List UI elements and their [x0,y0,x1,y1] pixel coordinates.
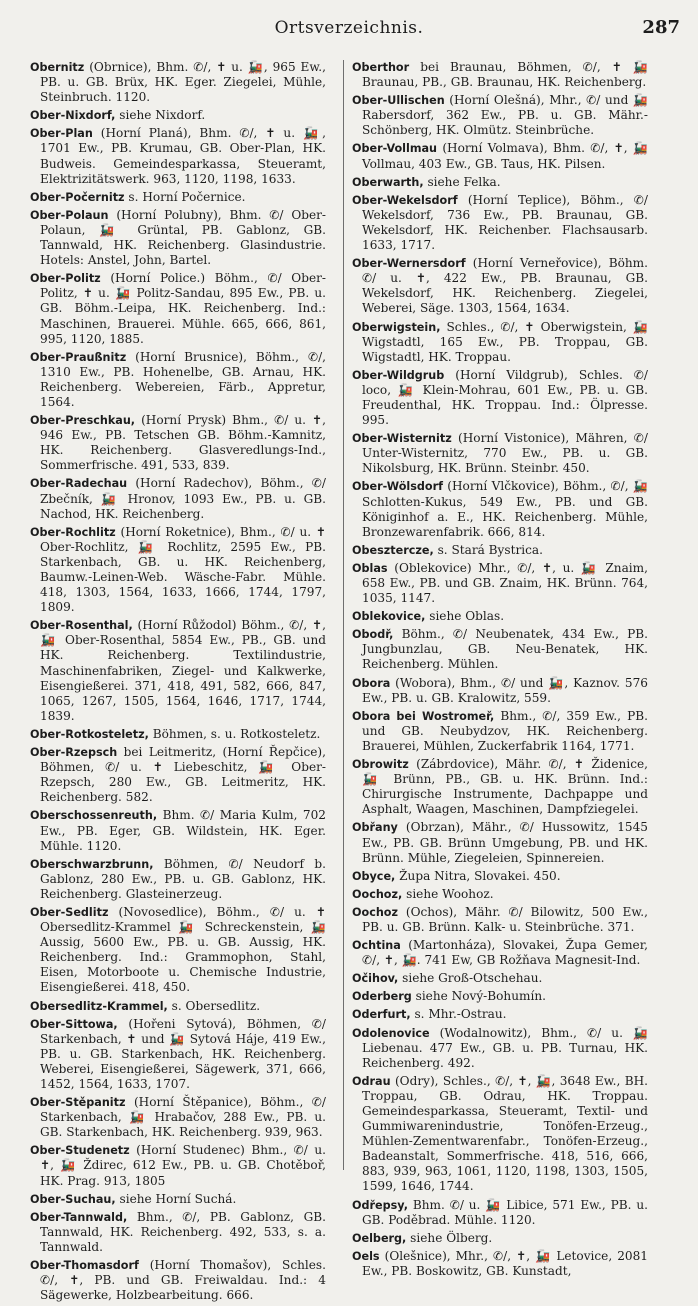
entry-text: (Horní Verneřovice), Böhm. ✆/ u. ✝, 422 Ew., PB. Braunau, GB. Wekelsdorf, HK. Reichenberg. Ziegelei, Weberei, Säge. 1303, 1564, 1634. [362,256,648,316]
entry-headword: Obora bei Wostromeř, [352,709,495,723]
entry-headword: Ober-Vollmau [352,142,438,156]
entry-headword: Obernitz [30,61,85,74]
entry-headword: Oderfurt, [352,1008,411,1022]
entry-headword: Obrowitz [352,758,409,772]
entry-headword: Obyce, [352,869,396,883]
gazetteer-entry [30,271,326,346]
entry-headword: Oochoz, [352,887,403,901]
entry-text: (Horní Police.) Böhm., ✆/ Ober-Politz, ✝ u. 🚂 Politz-Sandau, 895 Ew., PB. u. GB. Böhm.-Leipa, HK. Reichenberg. Ind.: Maschinen, Brauerei. Mühle. 665, 666, 861, 995, 1120, 1885. [40,271,326,346]
gazetteer-entry [30,126,326,186]
entry-text: s. Obersedlitz. [171,998,261,1013]
entry-text: Bhm. ✆/ Maria Kulm, 702 Ew., PB. Eger, GB. Wildstein, HK. Eger. Mühle. 1120. [40,808,326,853]
entry-text: (Olešnice), Mhr., ✆/, ✝, 🚂 Letovice, 2081 Ew., PB. Boskowitz, GB. Kunstadt, [362,1248,648,1278]
entry-headword: Oberschossenreuth, [30,809,158,823]
gazetteer-entry [352,193,648,253]
entry-headword: Ober-Studenetz [30,1144,130,1158]
gazetteer-entry [352,905,648,935]
gazetteer-entry [30,108,326,123]
entry-headword: Ober-Sittowa, [30,1017,118,1031]
entry-text: (Odry), Schles., ✆/, ✝, 🚂, 3648 Ew., BH. Troppau, GB. Odrau, HK. Troppau. Gemeindesparkassa, Steueramt, Textil- und Gummiwarenindustrie, Tonöfen-Erzeug., Mühlen-Zementwarenfabr., Tonöfen-Erzeug., Badeanstalt, Sommerfrische. 418, 516, 666, 883, 939, 963, 1061, 1120, 1198, 1303, 1505, 1599, 1646, 1744. [362,1073,648,1194]
entry-text: (Obrzan), Mähr., ✆/ Hussowitz, 1545 Ew., PB. GB. Brünn Umgebung, PB. und HK. Brünn. Mühle, Ziegeleien, Spinnereien. [362,820,648,865]
left-column [30,60,326,1306]
gazetteer-entry [30,1143,326,1188]
gazetteer-entry [30,208,326,268]
gazetteer-entry [352,627,648,672]
entry-text: (Horní Vlčkovice), Böhm., ✆/, 🚂 Schlotten-Kukus, 549 Ew., PB. und GB. Königinhof a. E., HK. Reichenberg. Mühle, Bronzewarenfabrik. 666, 814. [362,479,648,539]
entry-text: bei Leitmeritz, (Horní Řepčice), Böhmen, ✆/ u. ✝ Liebeschitz, 🚂 Ober-Rzepsch, 280 Ew., GB. Leitmeritz, HK. Reichenberg. 582. [40,745,326,805]
entry-text: siehe Groß-Otschehau. [402,971,543,986]
gazetteer-entry [30,190,326,205]
entry-headword: Ober-Rzepsch [30,746,118,760]
entry-headword: Ober-Rosenthal, [30,619,133,633]
entry-text: Böhmen, ✆/ Neudorf b. Gablonz, 280 Ew., PB. u. GB. Gablonz, HK. Reichenberg. Glasteinerzeug. [40,856,326,901]
gazetteer-entry [352,609,648,624]
page-header [0,14,698,44]
entry-headword: Obodř, [352,628,394,642]
entry-text: (Horní Vildgrub), Schles. ✆/ loco, 🚂 Klein-Mohrau, 601 Ew., PB. u. GB. Freudenthal, HK. Troppau. Ind.: Ölpresse. 995. [362,367,648,428]
entry-headword: Ober-Praußnitz [30,350,127,364]
gazetteer-entry [30,1017,326,1092]
entry-text: (Horní Štěpanice), Böhm., ✆/ Starkenbach, 🚂 Hrabačov, 288 Ew., PB. u. GB. Starkenbach, HK. Reichenberg. 939, 963. [40,1095,326,1140]
entry-text: (Wodalnowitz), Bhm., ✆/ u. 🚂 Liebenau. 477 Ew., GB. u. PB. Turnau, HK. Reichenberg. 492. [362,1025,648,1070]
entry-text: s. Horní Počernice. [128,189,246,204]
gazetteer-entry [352,543,648,558]
right-column [352,60,648,1282]
entry-headword: Oberschwarzbrunn, [30,857,154,871]
running-title: Ortsverzeichnis. [274,18,424,38]
entry-text: siehe Woohoz. [406,886,494,901]
entry-text: Böhm., ✆/ Neubenatek, 434 Ew., PB. Jungbunzlau, GB. Neu-Benatek, HK. Reichenberg. Mühlen. [362,627,648,672]
entry-headword: Ober-Preschkau, [30,414,136,428]
entry-headword: Ober-Thomasdorf [30,1259,139,1273]
entry-headword: Oelberg, [352,1231,407,1245]
entry-text: siehe Nový-Bohumín. [415,989,546,1004]
gazetteer-entry [30,60,326,105]
entry-headword: Oberwigstein, [352,320,441,334]
entry-text: Böhmen, s. u. Rotkosteletz. [152,726,321,741]
entry-headword: Oderberg [352,990,412,1004]
gazetteer-entry [30,857,326,902]
entry-text: siehe Oblas. [429,609,505,624]
entry-headword: Obersedlitz-Krammel, [30,999,168,1013]
gazetteer-entry [352,676,648,706]
gazetteer-entry [352,1007,648,1022]
gazetteer-entry [352,989,648,1004]
entry-text: (Horní Polubny), Bhm. ✆/ Ober-Polaun, 🚂 Grüntal, PB. Gablonz, GB. Tannwald, HK. Reichenberg. Glasindustrie. Hotels: Anstel, John, Bartel. [40,207,326,268]
gazetteer-entry [352,368,648,428]
gazetteer-entry [30,525,326,616]
entry-text: (Horní Volmava), Bhm. ✆/, ✝, 🚂 Vollmau, 403 Ew., GB. Taus, HK. Pilsen. [362,141,648,171]
gazetteer-entry [352,1249,648,1279]
entry-text: bei Braunau, Böhmen, ✆/, ✝ 🚂 Braunau, PB., GB. Braunau, HK. Reichenberg. [362,60,648,90]
gazetteer-entry [352,93,648,138]
entry-headword: Ober-Wölsdorf [352,480,443,494]
entry-text: (Zábrdovice), Mähr. ✆/, ✝ Židenice, 🚂 Brünn, PB., GB. u. HK. Brünn. Ind.: Chirurgische Instrumente, Dachpappe und Asphalt, Waagen, Maschinen, Dampfziegelei. [362,757,648,817]
entry-headword: Oblekovice, [352,610,426,624]
gazetteer-entry [30,413,326,473]
entry-headword: Ober-Ullischen [352,94,445,108]
entry-headword: Ober-Radechau [30,477,128,491]
entry-headword: Ober-Wekelsdorf [352,193,458,207]
entry-headword: Ober-Tannwald, [30,1210,128,1224]
gazetteer-entry [30,999,326,1014]
entry-headword: Odřepsy, [352,1198,408,1212]
gazetteer-entry [30,727,326,742]
gazetteer-entry [352,971,648,986]
entry-text: Bhm. ✆/ u. 🚂 Libice, 571 Ew., PB. u. GB. Poděbrad. Mühle. 1120. [362,1197,648,1227]
gazetteer-entry [30,808,326,853]
entry-text: Župa Nitra, Slovakei. 450. [399,868,561,883]
gazetteer-entry [352,60,648,90]
entry-text: (Horní Studenec) Bhm., ✆/ u. ✝, 🚂 Ždirec, 612 Ew., PB. u. GB. Chotěboř, HK. Prag. 913, 1805 [40,1143,326,1188]
entry-text: (Novosedlice), Böhm., ✆/ u. ✝ Obersedlitz-Krammel 🚂 Schreckenstein, 🚂 Aussig, 5600 Ew., PB. u. GB. Aussig, HK. Reichenberg. Ind.: Grammophon, Stahl, Eisen, Motorboote u. Chemische Industrie, Eisengießerei. 418, 450. [40,904,326,995]
entry-headword: Ober-Plan [30,127,93,141]
entry-text: siehe Ölberg. [410,1230,493,1245]
entry-text: (Obrnice), Bhm. ✆/, ✝ u. 🚂, 965 Ew., PB. u. GB. Brüx, HK. Eger. Ziegelei, Mühle, Steinbruch. 1120. [40,60,326,105]
entry-headword: Ober-Wernersdorf [352,257,466,271]
gazetteer-entry [30,350,326,410]
entry-text: (Martonháza), Slovakei, Župa Gemer, ✆/, ✝, 🚂. 741 Ew, GB Rožňava Magnesit-Ind. [362,938,648,968]
gazetteer-entry [30,1210,326,1255]
gazetteer-entry [352,1074,648,1195]
gazetteer-entry [352,431,648,476]
entry-text: Bhm., ✆/, PB. Gablonz, GB. Tannwald, HK. Reichenberg. 492, 533, s. a. Tannwald. [40,1209,326,1254]
entry-headword: Oblas [352,561,388,575]
entry-text: (Horní Radechov), Böhm., ✆/ Zbečník, 🚂 Hronov, 1093 Ew., PB. u. GB. Nachod, HK. Reichenberg. [40,476,326,521]
entry-text: (Hořeni Sytová), Böhmen, ✆/ Starkenbach, ✝ und 🚂 Sytová Háje, 419 Ew., PB. u. GB. Starkenbach, HK. Reichenberg. Weberei, Eisengießerei, Sägewerk, 371, 666, 1452, 1564, 1633, 1707. [40,1016,326,1091]
gazetteer-entry [30,1095,326,1140]
entry-text: (Horní Vistonice), Mähren, ✆/ Unter-Wisternitz, 770 Ew., PB. u. GB. Nikolsburg, HK. Brünn. Steinbr. 450. [362,431,648,476]
entry-headword: Ober-Počernitz [30,190,125,204]
entry-headword: Ober-Politz [30,272,101,286]
entry-headword: Ochtina [352,939,401,953]
gazetteer-entry [30,1258,326,1303]
entry-text: (Ochos), Mähr. ✆/ Bilowitz, 500 Ew., PB. u. GB. Brünn. Kalk- u. Steinbrüche. 371. [362,904,648,934]
entry-headword: Obřany [352,821,398,835]
entry-headword: Ober-Sedlitz [30,905,109,919]
entry-headword: Ober-Rochlitz [30,525,116,539]
entry-headword: Oochoz [352,905,398,919]
entry-headword: Oberwarth, [352,175,424,189]
entry-text: (Horní Teplice), Böhm., ✆/ Wekelsdorf, 736 Ew., PB. Braunau, GB. Wekelsdorf, HK. Reichenber. Flachsausarb. 1633, 1717. [362,192,648,253]
entry-text: siehe Felka. [427,174,501,189]
gazetteer-entry [352,256,648,316]
entry-headword: Očihov, [352,972,399,986]
entry-headword: Oels [352,1249,380,1263]
gazetteer-entry [352,320,648,365]
entry-text: (Wobora), Bhm., ✆/ und 🚂, Kaznov. 576 Ew., PB. u. GB. Kralowitz, 559. [362,675,648,705]
gazetteer-entry [352,141,648,171]
gazetteer-entry [352,709,648,754]
entry-text: (Horní Thomašov), Schles. ✆/, ✝, PB. und GB. Freiwaldau. Ind.: 4 Sägewerke, Holzbearbeitung. 666. [40,1258,326,1303]
gazetteer-entry [30,1192,326,1207]
gazetteer-entry [352,1198,648,1228]
entry-text: siehe Nixdorf. [119,108,206,123]
entry-text: s. Stará Bystrica. [437,542,543,557]
entry-text: s. Mhr.-Ostrau. [414,1007,507,1022]
gazetteer-entry [30,618,326,724]
entry-headword: Ober-Wisternitz [352,432,452,446]
entry-headword: Ober-Wildgrub [352,368,445,382]
entry-headword: Odrau [352,1074,391,1088]
gazetteer-entry [352,561,648,606]
entry-headword: Ober-Rotkosteletz, [30,727,149,741]
column-divider [343,60,344,1170]
entry-headword: Ober-Nixdorf, [30,109,116,123]
entry-text: siehe Horní Suchá. [119,1191,237,1206]
entry-text: Schles., ✆/, ✝ Oberwigstein, 🚂 Wigstadtl, 165 Ew., PB. Troppau, GB. Wigstadtl, HK. Troppau. [362,319,648,364]
entry-headword: Oberthor [352,61,410,74]
entry-text: Bhm., ✆/, 359 Ew., PB. und GB. Neubydzov, HK. Reichenberg. Brauerei, Mühlen, Zuckerfabrik 1164, 1771. [362,708,648,753]
entry-headword: Ober-Suchau, [30,1192,116,1206]
entry-text: (Horní Roketnice), Bhm., ✆/ u. ✝ Ober-Rochlitz, 🚂 Rochlitz, 2595 Ew., PB. Starkenbach, GB. u. HK. Reichenberg, Baumw.-Leinen-Web. Wäsche-Fabr. Mühle. 418, 1303, 1564, 1633, 1666, 1744, 1797, 1809. [40,524,326,615]
gazetteer-entry [352,479,648,539]
entry-headword: Odolenovice [352,1026,430,1040]
gazetteer-entry [352,175,648,190]
entry-text: (Oblekovice) Mhr., ✆/, ✝, u. 🚂 Znaim, 658 Ew., PB. und GB. Znaim, HK. Brünn. 764, 1035, 1147. [362,560,648,606]
entry-text: (Horní Růžodol) Böhm., ✆/, ✝, 🚂 Ober-Rosenthal, 5854 Ew., PB., GB. und HK. Reichenberg. Textilindustrie, Maschinenfabriken, Ziegel- und Kalkwerke, Eisengießerei. 371, 418, 491, 582, 666, 847, 1065, 1267, 1505, 1564, 1646, 1717, 1744, 1839. [40,618,326,723]
gazetteer-entry [30,476,326,521]
entry-headword: Obora [352,676,391,690]
entry-text: (Horní Olešná), Mhr., ✆/ und 🚂 Rabersdorf, 362 Ew., PB. u. GB. Mähr.-Schönberg, HK. Olmütz. Steinbrüche. [362,93,648,138]
gazetteer-entry [352,820,648,865]
gazetteer-entry [352,1026,648,1071]
gazetteer-entry [30,745,326,805]
entry-headword: Ober-Stěpanitz [30,1096,126,1110]
gazetteer-entry [30,905,326,996]
gazetteer-entry [352,1231,648,1246]
entry-text: (Horní Brusnice), Böhm., ✆/, 1310 Ew., PB. Hohenelbe, GB. Arnau, HK. Reichenberg. Webereien, Färb., Appretur, 1564. [40,349,326,409]
entry-headword: Obesztercze, [352,543,434,557]
page-number: 287 [642,17,680,38]
gazetteer-entry [352,938,648,968]
entry-text: (Horní Prysk) Bhm., ✆/ u. ✝, 946 Ew., PB. Tetschen GB. Böhm.-Kamnitz, HK. Reichenberg. Glasveredlungs-Ind., Sommerfrische. 491, 533, 839. [40,413,326,473]
gazetteer-entry [352,887,648,902]
gazetteer-entry [352,869,648,884]
entry-text: (Horní Planá), Bhm. ✆/, ✝ u. 🚂, 1701 Ew., PB. Krumau, GB. Ober-Plan, HK. Budweis. Gemeindesparkassa, Steueramt, Elektrizitätswerk. 963, 1120, 1198, 1633. [40,126,326,186]
entry-headword: Ober-Polaun [30,208,109,222]
gazetteer-entry [352,757,648,817]
